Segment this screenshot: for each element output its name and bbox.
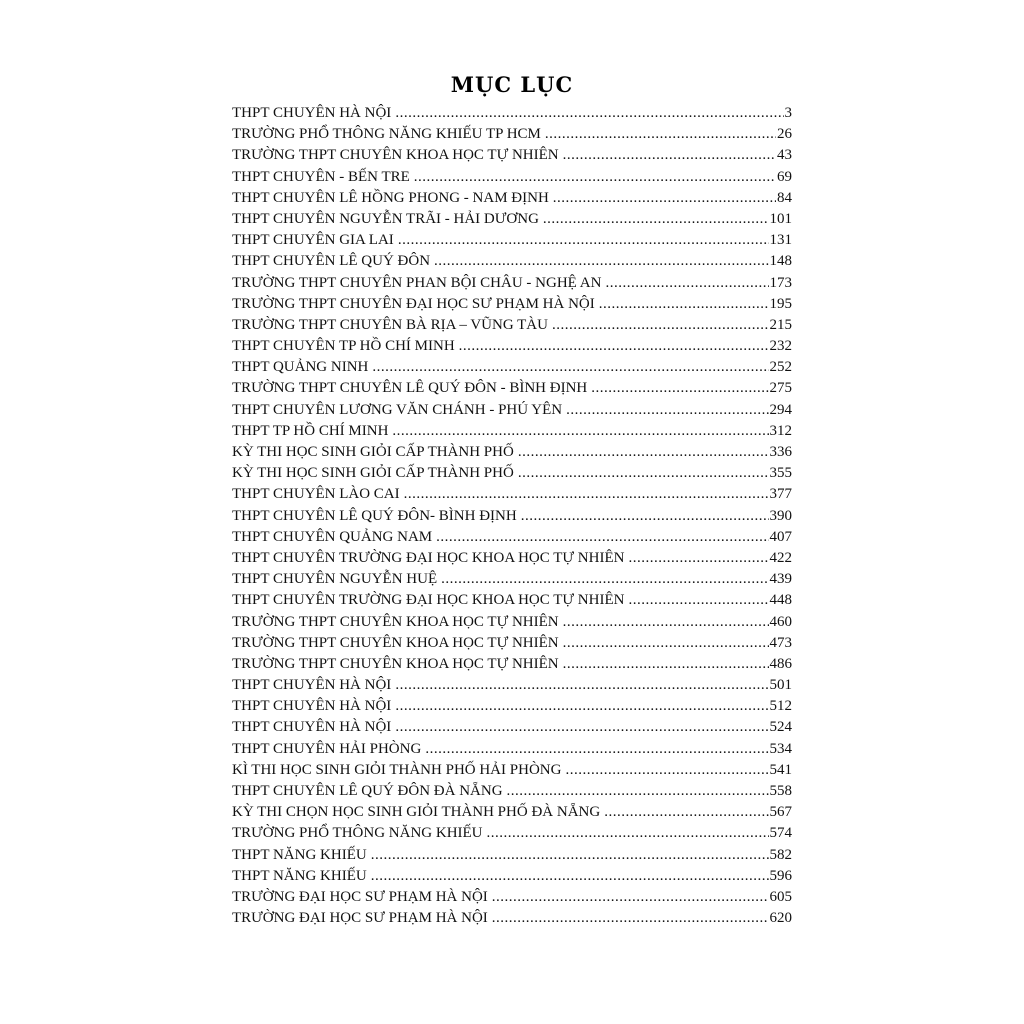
toc-entry-page-number: 101 bbox=[769, 210, 792, 227]
toc-dot-leader bbox=[395, 675, 768, 696]
toc-entry[interactable] bbox=[232, 802, 792, 823]
toc-entry-label: TRƯỜNG THPT CHUYÊN LÊ QUÝ ĐÔN - BÌNH ĐỊNH bbox=[232, 380, 588, 397]
toc-entry[interactable] bbox=[232, 675, 792, 696]
toc-dot-leader bbox=[414, 167, 776, 188]
toc-entry-label: THPT CHUYÊN GIA LAI bbox=[232, 232, 394, 249]
toc-entry-label: TRƯỜNG THPT CHUYÊN KHOA HỌC TỰ NHIÊN bbox=[232, 613, 559, 630]
toc-dot-leader bbox=[563, 654, 769, 675]
toc-entry-page-number: 558 bbox=[769, 783, 792, 799]
toc-entry-page-number: 448 bbox=[769, 592, 792, 609]
toc-entry[interactable] bbox=[232, 336, 792, 357]
toc-entry-label: THPT CHUYÊN HÀ NỘI bbox=[232, 105, 392, 121]
toc-entry-label: THPT CHUYÊN NGUYỄN HUỆ bbox=[232, 571, 438, 588]
toc-entry-page-number: 252 bbox=[769, 359, 792, 376]
toc-entry-label: THPT CHUYÊN QUẢNG NAM bbox=[232, 528, 433, 545]
toc-entry[interactable] bbox=[232, 378, 792, 399]
toc-entry-label: KÌ THI HỌC SINH GIỎI THÀNH PHỐ HẢI PHÒNG bbox=[232, 761, 562, 778]
toc-entry-page-number: 567 bbox=[769, 804, 792, 821]
toc-entry-label: THPT NĂNG KHIẾU bbox=[232, 867, 367, 884]
toc-entry-label: THPT CHUYÊN LÊ QUÝ ĐÔN ĐÀ NẴNG bbox=[232, 783, 503, 799]
toc-dot-leader bbox=[492, 908, 769, 929]
toc-entry[interactable] bbox=[232, 823, 792, 844]
page-title: MỤC LỤC bbox=[450, 72, 574, 97]
toc-entry[interactable] bbox=[232, 612, 792, 633]
toc-dot-leader bbox=[591, 378, 768, 399]
toc-dot-leader bbox=[518, 463, 769, 484]
toc-dot-leader bbox=[605, 273, 768, 294]
toc-dot-leader bbox=[563, 612, 769, 633]
toc-entry[interactable] bbox=[232, 357, 792, 378]
toc-dot-leader bbox=[395, 717, 768, 738]
toc-entry-label: TRƯỜNG THPT CHUYÊN KHOA HỌC TỰ NHIÊN bbox=[232, 634, 559, 651]
toc-entry-page-number: 275 bbox=[769, 380, 792, 397]
toc-entry-label: TRƯỜNG THPT CHUYÊN PHAN BỘI CHÂU - NGHỆ AN bbox=[232, 274, 602, 291]
toc-entry[interactable] bbox=[232, 103, 792, 124]
toc-entry-label: THPT CHUYÊN LÊ HỒNG PHONG - NAM ĐỊNH bbox=[232, 189, 549, 206]
toc-entry-label: THPT TP HỒ CHÍ MINH bbox=[232, 422, 389, 439]
toc-dot-leader bbox=[492, 887, 769, 908]
toc-entry[interactable] bbox=[232, 421, 792, 442]
toc-entry-page-number: 69 bbox=[777, 168, 792, 185]
toc-entry-page-number: 473 bbox=[769, 634, 792, 651]
toc-entry-page-number: 377 bbox=[769, 486, 792, 503]
toc-entry-page-number: 486 bbox=[769, 655, 792, 672]
toc-entry[interactable] bbox=[232, 209, 792, 230]
toc-entry[interactable] bbox=[232, 696, 792, 717]
toc-dot-leader bbox=[628, 548, 768, 569]
toc-entry-label: KỲ THI HỌC SINH GIỎI CẤP THÀNH PHỐ bbox=[232, 444, 514, 460]
toc-entry-page-number: 84 bbox=[777, 189, 792, 206]
toc-dot-leader bbox=[507, 781, 769, 802]
toc-entry[interactable] bbox=[232, 315, 792, 336]
toc-entry-label: TRƯỜNG THPT CHUYÊN KHOA HỌC TỰ NHIÊN bbox=[232, 655, 559, 672]
toc-entry-page-number: 294 bbox=[769, 401, 792, 418]
toc-entry-label: THPT NĂNG KHIẾU bbox=[232, 846, 367, 863]
toc-dot-leader bbox=[545, 124, 776, 145]
toc-entry-label: THPT CHUYÊN LƯƠNG VĂN CHÁNH - PHÚ YÊN bbox=[232, 401, 563, 418]
toc-entry[interactable] bbox=[232, 230, 792, 251]
toc-entry-label: THPT CHUYÊN NGUYỄN TRÃI - HẢI DƯƠNG bbox=[232, 210, 539, 227]
toc-dot-leader bbox=[441, 569, 768, 590]
toc-entry-label: THPT CHUYÊN TRƯỜNG ĐẠI HỌC KHOA HỌC TỰ NHIÊN bbox=[232, 549, 625, 566]
table-of-contents bbox=[232, 103, 792, 929]
toc-entry[interactable] bbox=[232, 845, 792, 866]
toc-entry[interactable] bbox=[232, 484, 792, 505]
toc-dot-leader bbox=[566, 400, 768, 421]
toc-entry-label: TRƯỜNG THPT CHUYÊN KHOA HỌC TỰ NHIÊN bbox=[232, 147, 559, 164]
toc-entry-page-number: 3 bbox=[784, 105, 792, 121]
toc-entry[interactable] bbox=[232, 781, 792, 802]
toc-entry-label: TRƯỜNG THPT CHUYÊN ĐẠI HỌC SƯ PHẠM HÀ NỘI bbox=[232, 295, 595, 312]
toc-dot-leader bbox=[599, 294, 769, 315]
toc-entry[interactable] bbox=[232, 590, 792, 611]
toc-dot-leader bbox=[434, 251, 768, 272]
toc-entry[interactable] bbox=[232, 145, 792, 166]
toc-entry-page-number: 541 bbox=[769, 761, 792, 778]
toc-entry[interactable] bbox=[232, 167, 792, 188]
toc-dot-leader bbox=[563, 145, 776, 166]
toc-entry-page-number: 501 bbox=[769, 677, 792, 694]
toc-entry[interactable] bbox=[232, 506, 792, 527]
toc-dot-leader bbox=[404, 484, 769, 505]
toc-entry[interactable] bbox=[232, 400, 792, 421]
toc-entry-page-number: 131 bbox=[769, 232, 792, 249]
toc-dot-leader bbox=[371, 845, 769, 866]
toc-entry-page-number: 620 bbox=[769, 910, 792, 927]
toc-entry[interactable] bbox=[232, 548, 792, 569]
toc-entry-page-number: 512 bbox=[769, 698, 792, 715]
toc-dot-leader bbox=[392, 421, 768, 442]
toc-dot-leader bbox=[628, 590, 768, 611]
toc-entry[interactable] bbox=[232, 124, 792, 145]
toc-entry[interactable] bbox=[232, 294, 792, 315]
toc-entry-page-number: 422 bbox=[769, 549, 792, 566]
toc-entry-page-number: 26 bbox=[777, 126, 792, 143]
toc-entry[interactable] bbox=[232, 527, 792, 548]
toc-entry-label: TRƯỜNG ĐẠI HỌC SƯ PHẠM HÀ NỘI bbox=[232, 910, 488, 927]
toc-entry[interactable] bbox=[232, 739, 792, 760]
toc-dot-leader bbox=[553, 188, 776, 209]
toc-entry[interactable] bbox=[232, 866, 792, 887]
toc-dot-leader bbox=[371, 866, 769, 887]
toc-entry-label: THPT CHUYÊN TP HỒ CHÍ MINH bbox=[232, 338, 455, 355]
toc-dot-leader bbox=[425, 739, 768, 760]
toc-entry-page-number: 232 bbox=[769, 338, 792, 355]
toc-entry-page-number: 148 bbox=[769, 253, 792, 270]
toc-entry-label: THPT CHUYÊN LÀO CAI bbox=[232, 486, 400, 503]
toc-entry-label: THPT CHUYÊN HÀ NỘI bbox=[232, 677, 392, 694]
toc-entry-label: THPT CHUYÊN - BẾN TRE bbox=[232, 168, 410, 185]
toc-entry-page-number: 460 bbox=[769, 613, 792, 630]
toc-entry[interactable] bbox=[232, 887, 792, 908]
toc-entry-label: KỲ THI HỌC SINH GIỎI CẤP THÀNH PHỐ bbox=[232, 465, 514, 482]
toc-dot-leader bbox=[604, 802, 768, 823]
toc-entry[interactable] bbox=[232, 188, 792, 209]
toc-entry-label: TRƯỜNG PHỔ THÔNG NĂNG KHIẾU bbox=[232, 825, 483, 842]
toc-entry[interactable] bbox=[232, 908, 792, 929]
toc-entry-page-number: 534 bbox=[769, 740, 792, 757]
toc-dot-leader bbox=[487, 823, 769, 844]
toc-dot-leader bbox=[543, 209, 769, 230]
toc-entry-page-number: 407 bbox=[769, 528, 792, 545]
toc-entry-label: THPT CHUYÊN HÀ NỘI bbox=[232, 698, 392, 715]
toc-dot-leader bbox=[372, 357, 768, 378]
toc-entry-page-number: 439 bbox=[769, 571, 792, 588]
toc-entry-page-number: 43 bbox=[777, 147, 792, 164]
toc-dot-leader bbox=[565, 760, 768, 781]
toc-entry-page-number: 582 bbox=[769, 846, 792, 863]
toc-entry-page-number: 355 bbox=[769, 465, 792, 482]
toc-entry[interactable] bbox=[232, 442, 792, 463]
toc-dot-leader bbox=[563, 633, 769, 654]
toc-entry[interactable] bbox=[232, 251, 792, 272]
toc-dot-leader bbox=[518, 442, 769, 463]
toc-entry-page-number: 173 bbox=[769, 274, 792, 291]
toc-dot-leader bbox=[552, 315, 769, 336]
toc-entry[interactable] bbox=[232, 463, 792, 484]
toc-entry-page-number: 215 bbox=[769, 316, 792, 333]
toc-entry[interactable] bbox=[232, 717, 792, 738]
toc-entry-page-number: 312 bbox=[769, 422, 792, 439]
toc-entry[interactable] bbox=[232, 760, 792, 781]
toc-dot-leader bbox=[398, 230, 769, 251]
toc-entry-label: THPT CHUYÊN HẢI PHÒNG bbox=[232, 740, 422, 757]
toc-entry-page-number: 605 bbox=[769, 888, 792, 905]
toc-dot-leader bbox=[459, 336, 769, 357]
toc-entry[interactable] bbox=[232, 654, 792, 675]
toc-entry-page-number: 596 bbox=[769, 867, 792, 884]
toc-entry-page-number: 195 bbox=[769, 295, 792, 312]
toc-entry-page-number: 390 bbox=[769, 507, 792, 524]
toc-entry-page-number: 574 bbox=[769, 825, 792, 842]
toc-entry-label: TRƯỜNG THPT CHUYÊN BÀ RỊA – VŨNG TÀU bbox=[232, 316, 548, 333]
toc-entry-label: TRƯỜNG PHỔ THÔNG NĂNG KHIẾU TP HCM bbox=[232, 126, 541, 143]
toc-entry[interactable] bbox=[232, 569, 792, 590]
toc-entry[interactable] bbox=[232, 273, 792, 294]
toc-entry-label: TRƯỜNG ĐẠI HỌC SƯ PHẠM HÀ NỘI bbox=[232, 888, 488, 905]
toc-dot-leader bbox=[395, 696, 768, 717]
toc-dot-leader bbox=[521, 506, 769, 527]
toc-entry-label: THPT QUẢNG NINH bbox=[232, 359, 369, 376]
toc-entry-page-number: 524 bbox=[769, 719, 792, 736]
toc-entry-label: KỲ THI CHỌN HỌC SINH GIỎI THÀNH PHỐ ĐÀ NẴNG bbox=[232, 804, 601, 821]
toc-entry-label: THPT CHUYÊN HÀ NỘI bbox=[232, 719, 392, 736]
toc-entry-label: THPT CHUYÊN LÊ QUÝ ĐÔN- BÌNH ĐỊNH bbox=[232, 507, 517, 524]
toc-entry-page-number: 336 bbox=[769, 444, 792, 460]
toc-entry[interactable] bbox=[232, 633, 792, 654]
toc-dot-leader bbox=[395, 103, 783, 124]
toc-entry-label: THPT CHUYÊN LÊ QUÝ ĐÔN bbox=[232, 253, 431, 270]
toc-dot-leader bbox=[436, 527, 768, 548]
toc-entry-label: THPT CHUYÊN TRƯỜNG ĐẠI HỌC KHOA HỌC TỰ NHIÊN bbox=[232, 592, 625, 609]
